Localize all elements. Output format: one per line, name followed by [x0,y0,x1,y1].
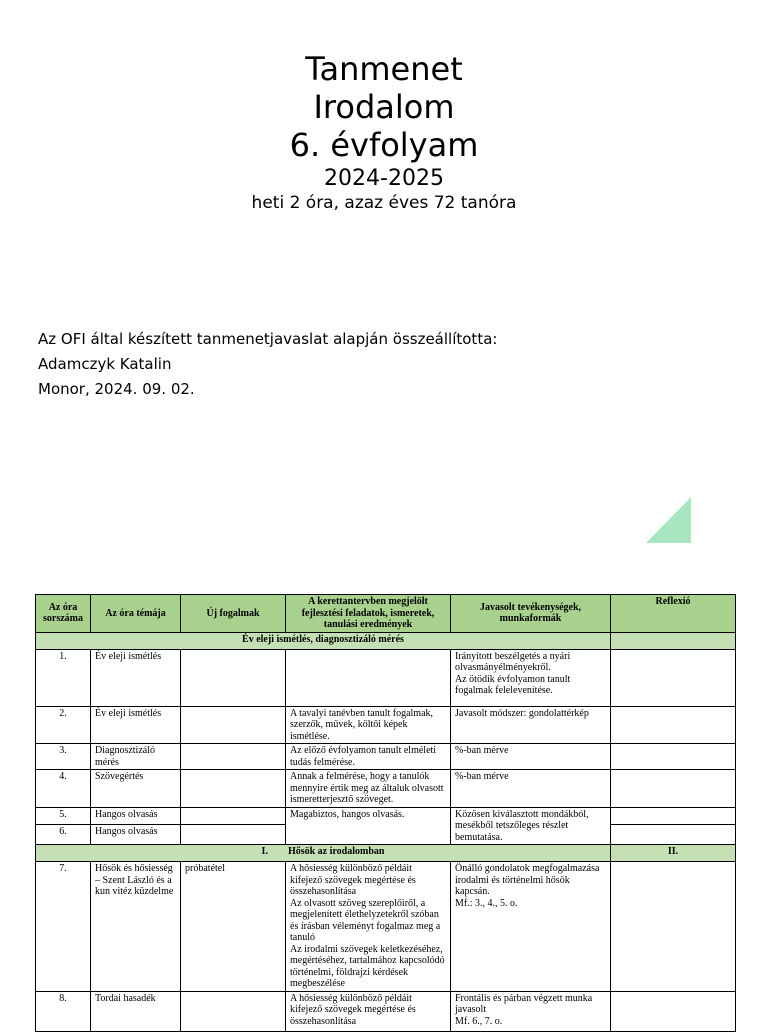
row-concepts [181,807,286,825]
decorative-triangle [646,497,691,543]
row-goals: Az előző évfolyamon tanult elméleti tudás felmérése. [286,744,451,770]
row-goals: Magabiztos, hangos olvasás. [286,807,451,845]
row-reflection [611,649,736,706]
header-concepts: Új fogalmak [181,595,286,633]
row-num: 5. [36,807,91,825]
table-row [36,770,736,808]
row-reflection [611,706,736,744]
row-concepts [181,770,286,808]
row-reflection [611,744,736,770]
row-topic: Év eleji ismétlés [91,706,181,744]
row-num: 8. [36,991,91,1031]
row-topic: Diagnosztizáló mérés [91,744,181,770]
row-num: 1. [36,649,91,706]
row-activities: Javasolt módszer: gondolattérkép [451,706,611,744]
row-goals: Annak a felmérése, hogy a tanulók mennyire értik meg az általuk olvasott ismeretterjesztő szöveget. [286,770,451,808]
table-row [36,862,736,992]
row-reflection [611,807,736,825]
header-activities: Javasolt tevékenységek, munkaformák [451,595,611,633]
header-goals: A kerettantervben megjelölt fejlesztési feladatok, ismeretek, tanulási eredmények [286,595,451,633]
row-activities: Irányított beszélgetés a nyári olvasmányélményekről. Az ötödik évfolyamon tanult fogalmak felelevenítése. [451,649,611,706]
header-reflection: Reflexió [611,595,736,633]
row-num: 7. [36,862,91,992]
table-row [36,706,736,744]
row-concepts [181,825,286,845]
document-title: Tanmenet [305,50,463,88]
row-concepts [181,706,286,744]
row-concepts [181,991,286,1031]
row-topic: Tordai hasadék [91,991,181,1031]
grade-title: 6. évfolyam [289,126,479,164]
row-num: 4. [36,770,91,808]
row-concepts [181,649,286,706]
author-block [38,327,497,402]
author-line-source: Az OFI által készített tanmenetjavaslat alapján összeállította: [38,330,498,348]
row-reflection [611,825,736,845]
section-title-block [36,845,611,862]
author-place-date: Monor, 2024. 09. 02. [38,380,195,398]
row-num: 3. [36,744,91,770]
row-activities: Közösen kiválasztott mondákból, mesékből tetszőleges részlet bemutatása. [451,807,611,845]
row-topic: Hangos olvasás [91,807,181,825]
row-topic: Hősök és hősiesség – Szent László és a kun vitéz küzdelme [91,862,181,992]
table-row [36,649,736,706]
row-reflection [611,991,736,1031]
row-topic: Szövegértés [91,770,181,808]
section-reflection: II. [611,845,736,862]
table-row [36,991,736,1031]
row-num: 6. [36,825,91,845]
row-concepts [181,744,286,770]
row-goals: A hősiesség különböző példáit kifejező szövegek megértése és összehasonlítása [286,991,451,1031]
section-reflection [611,632,736,649]
row-reflection [611,770,736,808]
header-num: Az óra sorszáma [36,595,91,633]
section-title: Hősök az irodalomban [287,846,385,857]
curriculum-table [35,594,736,1032]
author-name: Adamczyk Katalin [38,355,172,373]
row-goals: A tavalyi tanévben tanult fogalmak, szerzők, művek, költői képek ismétlése. [286,706,451,744]
row-activities: Frontális és párban végzett munka javasolt Mf. 6., 7. o. [451,991,611,1031]
row-topic: Hangos olvasás [91,825,181,845]
row-topic: Év eleji ismétlés [91,649,181,706]
row-goals [286,649,451,706]
hours-info: heti 2 óra, azaz éves 72 tanóra [251,193,517,213]
row-reflection [611,862,736,992]
table-row [36,744,736,770]
table-row [36,807,736,825]
row-goals: A hősiesség különböző példáit kifejező szövegek megértése és összehasonlítása Az olvasott szöveg szereplőiről, a megjelenített élethelyzetekről szóban és írásban véleményt fogalmaz meg a tanuló Az irodalmi szövegek keletkezéséhez, megértéséhez, tartalmához kapcsolódó történelmi, földrajzi kérdések megbeszélése [286,862,451,992]
header-topic: Az óra témája [91,595,181,633]
school-year: 2024-2025 [324,166,444,191]
row-activities: %-ban mérve [451,770,611,808]
row-activities: Önálló gondolatok megfogalmazása irodalmi és történelmi hősök kapcsán. Mf.: 3., 4., 5. o. [451,862,611,992]
section-row [36,632,736,649]
table-header-row [36,595,736,633]
subject-title: Irodalom [313,88,455,126]
section-title: Év eleji ismétlés, diagnosztizáló mérés [36,632,611,649]
section-roman: I. [261,846,268,857]
row-concepts: próbatétel [181,862,286,992]
row-num: 2. [36,706,91,744]
row-activities: %-ban mérve [451,744,611,770]
title-block [0,50,768,214]
section-row [36,845,736,862]
